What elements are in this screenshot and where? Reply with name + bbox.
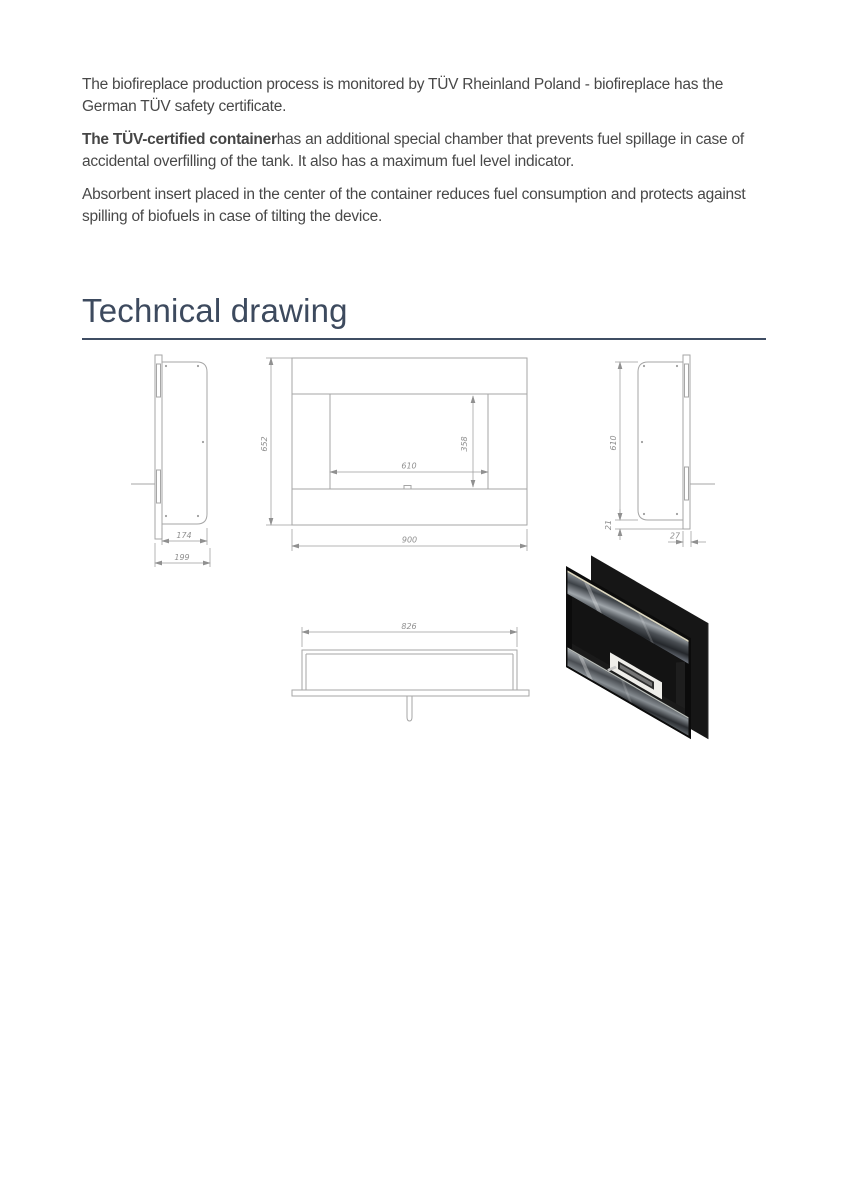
side-right-dimension-lines: [615, 362, 706, 547]
front-view-drawing: [258, 352, 536, 554]
dim-label-width: 900: [401, 535, 418, 545]
render-group: [566, 541, 708, 749]
side-view-left-drawing: [128, 352, 246, 572]
front-geometry: [292, 358, 527, 525]
section-divider: [82, 338, 766, 340]
technical-drawings: [82, 352, 766, 772]
side-left-geometry: [131, 355, 207, 539]
dim-label-opening-width: 610: [401, 461, 417, 471]
top-geometry: [292, 650, 529, 721]
dim-label-panel-depth: 174: [176, 531, 192, 540]
paragraph-bold-rest: has an additional special chamber that prevents fuel spillage in case of accidental overfilling of the tank. It also has a maximum fuel level indicator.: [82, 131, 744, 170]
dim-label-opening-height: 358: [460, 436, 469, 452]
section-title: Technical drawing: [82, 292, 348, 329]
paragraph-production-process: The biofireplace production process is monitored by TÜV Rheinland Poland - biofireplace has the German TÜV safety certificate.: [82, 76, 724, 115]
paragraph-bold-lead: The TÜV-certified container: [82, 131, 277, 148]
side-view-right-drawing: [598, 352, 723, 554]
side-right-geometry: [638, 355, 715, 529]
dim-label-height: 652: [260, 436, 269, 452]
dim-label-total-depth: 199: [174, 553, 190, 562]
top-view-drawing: [288, 617, 533, 729]
paragraph-absorbent-insert: Absorbent insert placed in the center of the container reduces fuel consumption and protects against spilling of biofuels in case of tilting the device.: [82, 186, 746, 225]
dim-label-top-width: 826: [401, 622, 417, 631]
side-left-screws: [165, 365, 204, 517]
side-right-screws: [641, 365, 678, 515]
dim-label-bottom-reveal: 21: [604, 519, 613, 531]
paragraph-certified-container: [82, 129, 766, 173]
product-3d-render: [548, 555, 726, 757]
dim-label-plate-depth: 27: [669, 531, 681, 541]
dim-label-height-right: 610: [609, 435, 618, 451]
